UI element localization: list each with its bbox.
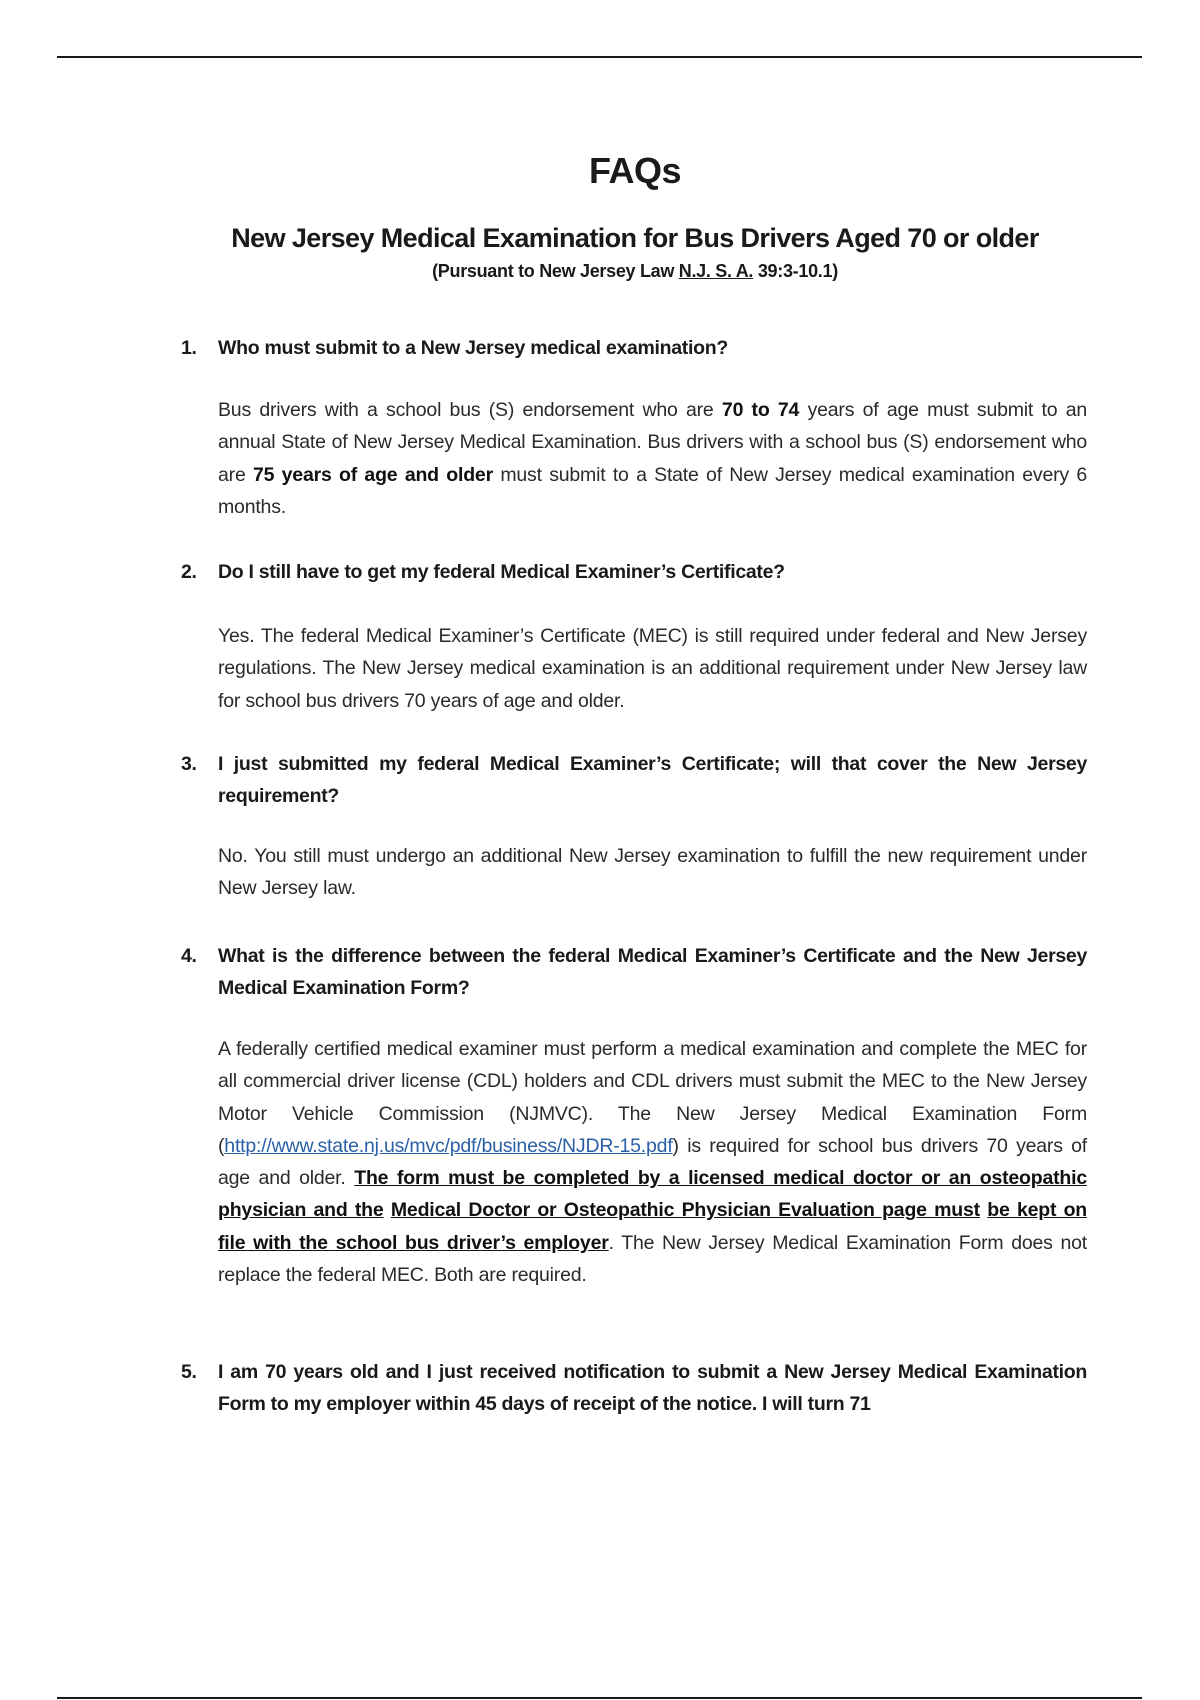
faq-number: 5. [181,1361,197,1383]
faq-answer [218,840,1087,905]
page-subtitle: New Jersey Medical Examination for Bus Drivers Aged 70 or older [231,223,1039,253]
faq-number: 1. [181,337,197,359]
answer-text: years of age must submit to an annual State of New Jersey Medical Examination. Bus drivers with a school bus (S) endorsement who are [218,399,1087,486]
faq-question-text: I am 70 years old and I just received notification to submit a New Jersey Medical Examination Form to my employer within 45 days of receipt of the notice. I will turn 71 [218,1361,1087,1415]
answer-emphasis: 70 to 74 [721,399,800,421]
faq-number: 4. [181,945,197,967]
faq-question-text: Do I still have to get my federal Medical Examiner’s Certificate? [218,561,785,583]
faq-answer [218,394,1087,523]
answer-text: must submit to a State of New Jersey medical examination every 6 months. [218,463,1087,518]
faq-question [181,1356,1087,1420]
faq-answer [218,1033,1087,1291]
faq-question [181,940,1087,1004]
answer-text: ) is required for school bus drivers 70 years of age and older. [218,1134,1087,1190]
faq-number: 3. [181,753,197,775]
faq-item-2 [181,556,1087,717]
statute-reference [0,261,1200,282]
faq-item-5 [181,1356,1087,1420]
statute-abbreviation: N.J. S. A. [678,261,754,281]
footer-rule [57,1697,1142,1699]
answer-underlined: be kept on file with the school bus driver’s employer [218,1199,1088,1254]
faq-question-text: Who must submit to a New Jersey medical examination? [218,337,728,359]
statute-prefix: (Pursuant to New Jersey Law [432,261,679,281]
faq-question [181,332,1087,364]
faq-question-text: I just submitted my federal Medical Examiner’s Certificate; will that cover the New Jersey requirement? [218,753,1087,807]
page-title: FAQs [588,150,682,191]
spacer [384,1199,391,1221]
answer-text: Bus drivers with a school bus (S) endorsement who are [218,399,722,421]
faq-item-4 [181,940,1087,1291]
faq-number: 2. [181,561,197,583]
answer-text: Yes. The federal Medical Examiner’s Certificate (MEC) is still required under federal and New Jersey regulations. The New Jersey medical examination is an additional requirement under New Jersey law for school bus drivers 70 years of age and older. [218,625,1087,712]
faq-question [181,556,1087,588]
answer-text: No. You still must undergo an additional New Jersey examination to fulfill the new requirement under New Jersey law. [218,845,1087,900]
statute-number: 39:3-10.1) [753,261,838,281]
answer-emphasis: 75 years of age and older [252,463,493,486]
faq-question-text: What is the difference between the federal Medical Examiner’s Certificate and the New Jersey Medical Examination Form? [218,945,1087,999]
answer-text: A federally certified medical examiner must perform a medical examination and complete the MEC for all commercial driver license (CDL) holders and CDL drivers must submit the MEC to the New Jersey Motor Vehicle Commission (NJMVC). The New Jersey Medical Examination Form ( [218,1038,1087,1157]
answer-underlined: Medical Doctor or Osteopathic Physician Evaluation page must [390,1199,980,1222]
answer-text: . The New Jersey Medical Examination Form does not replace the federal MEC. Both are required. [218,1231,1087,1287]
faq-question [181,748,1087,812]
faq-item-3 [181,748,1087,905]
faq-answer [218,620,1087,717]
faq-item-1 [181,332,1087,523]
header-rule [57,56,1142,58]
njdr-15-form-link[interactable]: http://www.state.nj.us/mvc/pdf/business/NJDR-15.pdf [224,1134,673,1157]
answer-underlined: The form must be completed by a licensed medical doctor or an osteopathic physician and the [218,1167,1087,1222]
